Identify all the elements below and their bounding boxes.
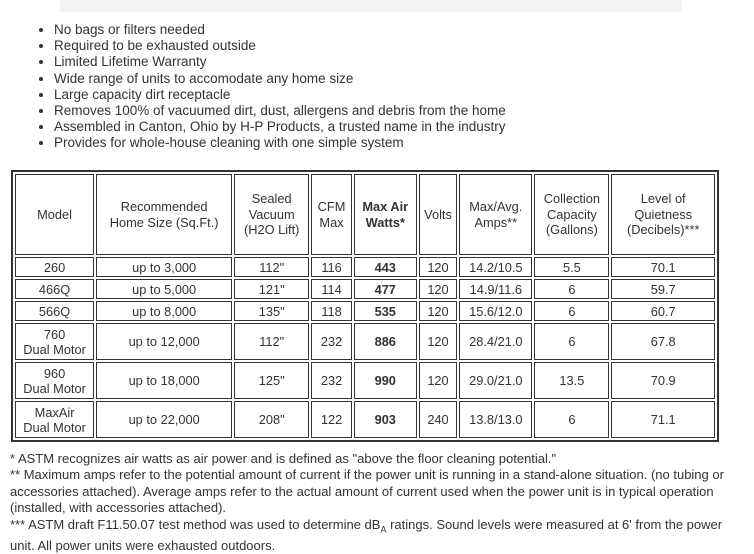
- cell-amps: 14.9/11.6: [459, 279, 532, 299]
- cell-cfm: 118: [311, 301, 352, 321]
- table-row: [15, 323, 715, 360]
- cell-model: 566Q: [15, 301, 94, 321]
- cell-quietness: 67.8: [611, 323, 715, 360]
- cell-capacity: 13.5: [534, 362, 609, 399]
- cell-amps: 13.8/13.0: [459, 401, 532, 438]
- cell-cfm: 116: [311, 257, 352, 277]
- cell-home-size: up to 18,000: [96, 362, 232, 399]
- table-row: [15, 401, 715, 438]
- cell-sealed-vacuum: 135": [234, 301, 309, 321]
- header-quietness: Level of Quietness (Decibels)***: [611, 174, 715, 255]
- header-cfm: CFM Max: [311, 174, 352, 255]
- cell-quietness: 59.7: [611, 279, 715, 299]
- table-row: [15, 279, 715, 299]
- header-model: Model: [15, 174, 94, 255]
- cell-home-size: up to 22,000: [96, 401, 232, 438]
- cell-volts: 120: [419, 323, 458, 360]
- cell-amps: 14.2/10.5: [459, 257, 532, 277]
- cell-air-watts: 535: [354, 301, 417, 321]
- cell-air-watts: 886: [354, 323, 417, 360]
- cell-home-size: up to 3,000: [96, 257, 232, 277]
- cell-sealed-vacuum: 112": [234, 323, 309, 360]
- cell-model: 260: [15, 257, 94, 277]
- header-sealed-vacuum: Sealed Vacuum (H2O Lift): [234, 174, 309, 255]
- cell-quietness: 71.1: [611, 401, 715, 438]
- feature-list: [36, 22, 506, 152]
- header-home-size: Recommended Home Size (Sq.Ft.): [96, 174, 232, 255]
- cell-model: 466Q: [15, 279, 94, 299]
- cell-quietness: 60.7: [611, 301, 715, 321]
- cell-sealed-vacuum: 121": [234, 279, 309, 299]
- header-air-watts: Max Air Watts*: [354, 174, 417, 255]
- cell-cfm: 232: [311, 362, 352, 399]
- cell-sealed-vacuum: 112": [234, 257, 309, 277]
- header-amps: Max/Avg. Amps**: [459, 174, 532, 255]
- cell-volts: 120: [419, 279, 458, 299]
- feature-item: • Required to be exhausted outside: [54, 38, 506, 54]
- cell-volts: 120: [419, 362, 458, 399]
- cell-model: 960 Dual Motor: [15, 362, 94, 399]
- table-row: [15, 301, 715, 321]
- cell-volts: 240: [419, 401, 458, 438]
- cell-capacity: 6: [534, 279, 609, 299]
- table-header-row: [15, 174, 715, 255]
- cell-sealed-vacuum: 208": [234, 401, 309, 438]
- cell-volts: 120: [419, 257, 458, 277]
- cell-capacity: 6: [534, 323, 609, 360]
- cell-air-watts: 443: [354, 257, 417, 277]
- cell-air-watts: 990: [354, 362, 417, 399]
- cell-quietness: 70.9: [611, 362, 715, 399]
- cell-home-size: up to 8,000: [96, 301, 232, 321]
- specifications-table: [11, 170, 719, 442]
- feature-item: • Large capacity dirt receptacle: [54, 87, 506, 103]
- cell-capacity: 6: [534, 301, 609, 321]
- cell-amps: 28.4/21.0: [459, 323, 532, 360]
- cell-capacity: 6: [534, 401, 609, 438]
- feature-item: • Limited Lifetime Warranty: [54, 54, 506, 70]
- feature-item: • Removes 100% of vacuumed dirt, dust, allergens and debris from the home: [54, 103, 506, 119]
- footnote-amps: ** Maximum amps refer to the potential amount of current if the power unit is running in a stand-alone situation. (no tubing or accessories attached). Average amps refer to the actual amount of current used when the power unit is in typical operation (installed, with accessories attached).: [10, 467, 724, 516]
- cell-capacity: 5.5: [534, 257, 609, 277]
- cell-cfm: 232: [311, 323, 352, 360]
- feature-item: • Assembled in Canton, Ohio by H-P Products, a trusted name in the industry: [54, 119, 506, 135]
- header-volts: Volts: [419, 174, 458, 255]
- cell-quietness: 70.1: [611, 257, 715, 277]
- cell-home-size: up to 5,000: [96, 279, 232, 299]
- cell-amps: 15.6/12.0: [459, 301, 532, 321]
- cell-home-size: up to 12,000: [96, 323, 232, 360]
- cell-model: 760 Dual Motor: [15, 323, 94, 360]
- cell-amps: 29.0/21.0: [459, 362, 532, 399]
- cell-model: MaxAir Dual Motor: [15, 401, 94, 438]
- header-capacity: Collection Capacity (Gallons): [534, 174, 609, 255]
- footnote-air-watts: * ASTM recognizes air watts as air power and is defined as "above the floor cleaning potential.": [10, 451, 557, 466]
- cell-cfm: 122: [311, 401, 352, 438]
- footnotes: [10, 451, 730, 554]
- cell-volts: 120: [419, 301, 458, 321]
- cell-air-watts: 477: [354, 279, 417, 299]
- feature-item: • No bags or filters needed: [54, 22, 506, 38]
- top-divider-bar: [60, 0, 682, 12]
- cell-sealed-vacuum: 125": [234, 362, 309, 399]
- cell-cfm: 114: [311, 279, 352, 299]
- table-row: [15, 362, 715, 399]
- table-row: [15, 257, 715, 277]
- feature-item: • Wide range of units to accomodate any home size: [54, 71, 506, 87]
- cell-air-watts: 903: [354, 401, 417, 438]
- feature-item: • Provides for whole-house cleaning with one simple system: [54, 135, 506, 151]
- footnote-decibels: *** ASTM draft F11.50.07 test method was used to determine $dB_A$ ratings. Sound levels were measured at 6' from the power unit. All power units were exhausted outdoors.: [10, 516, 723, 553]
